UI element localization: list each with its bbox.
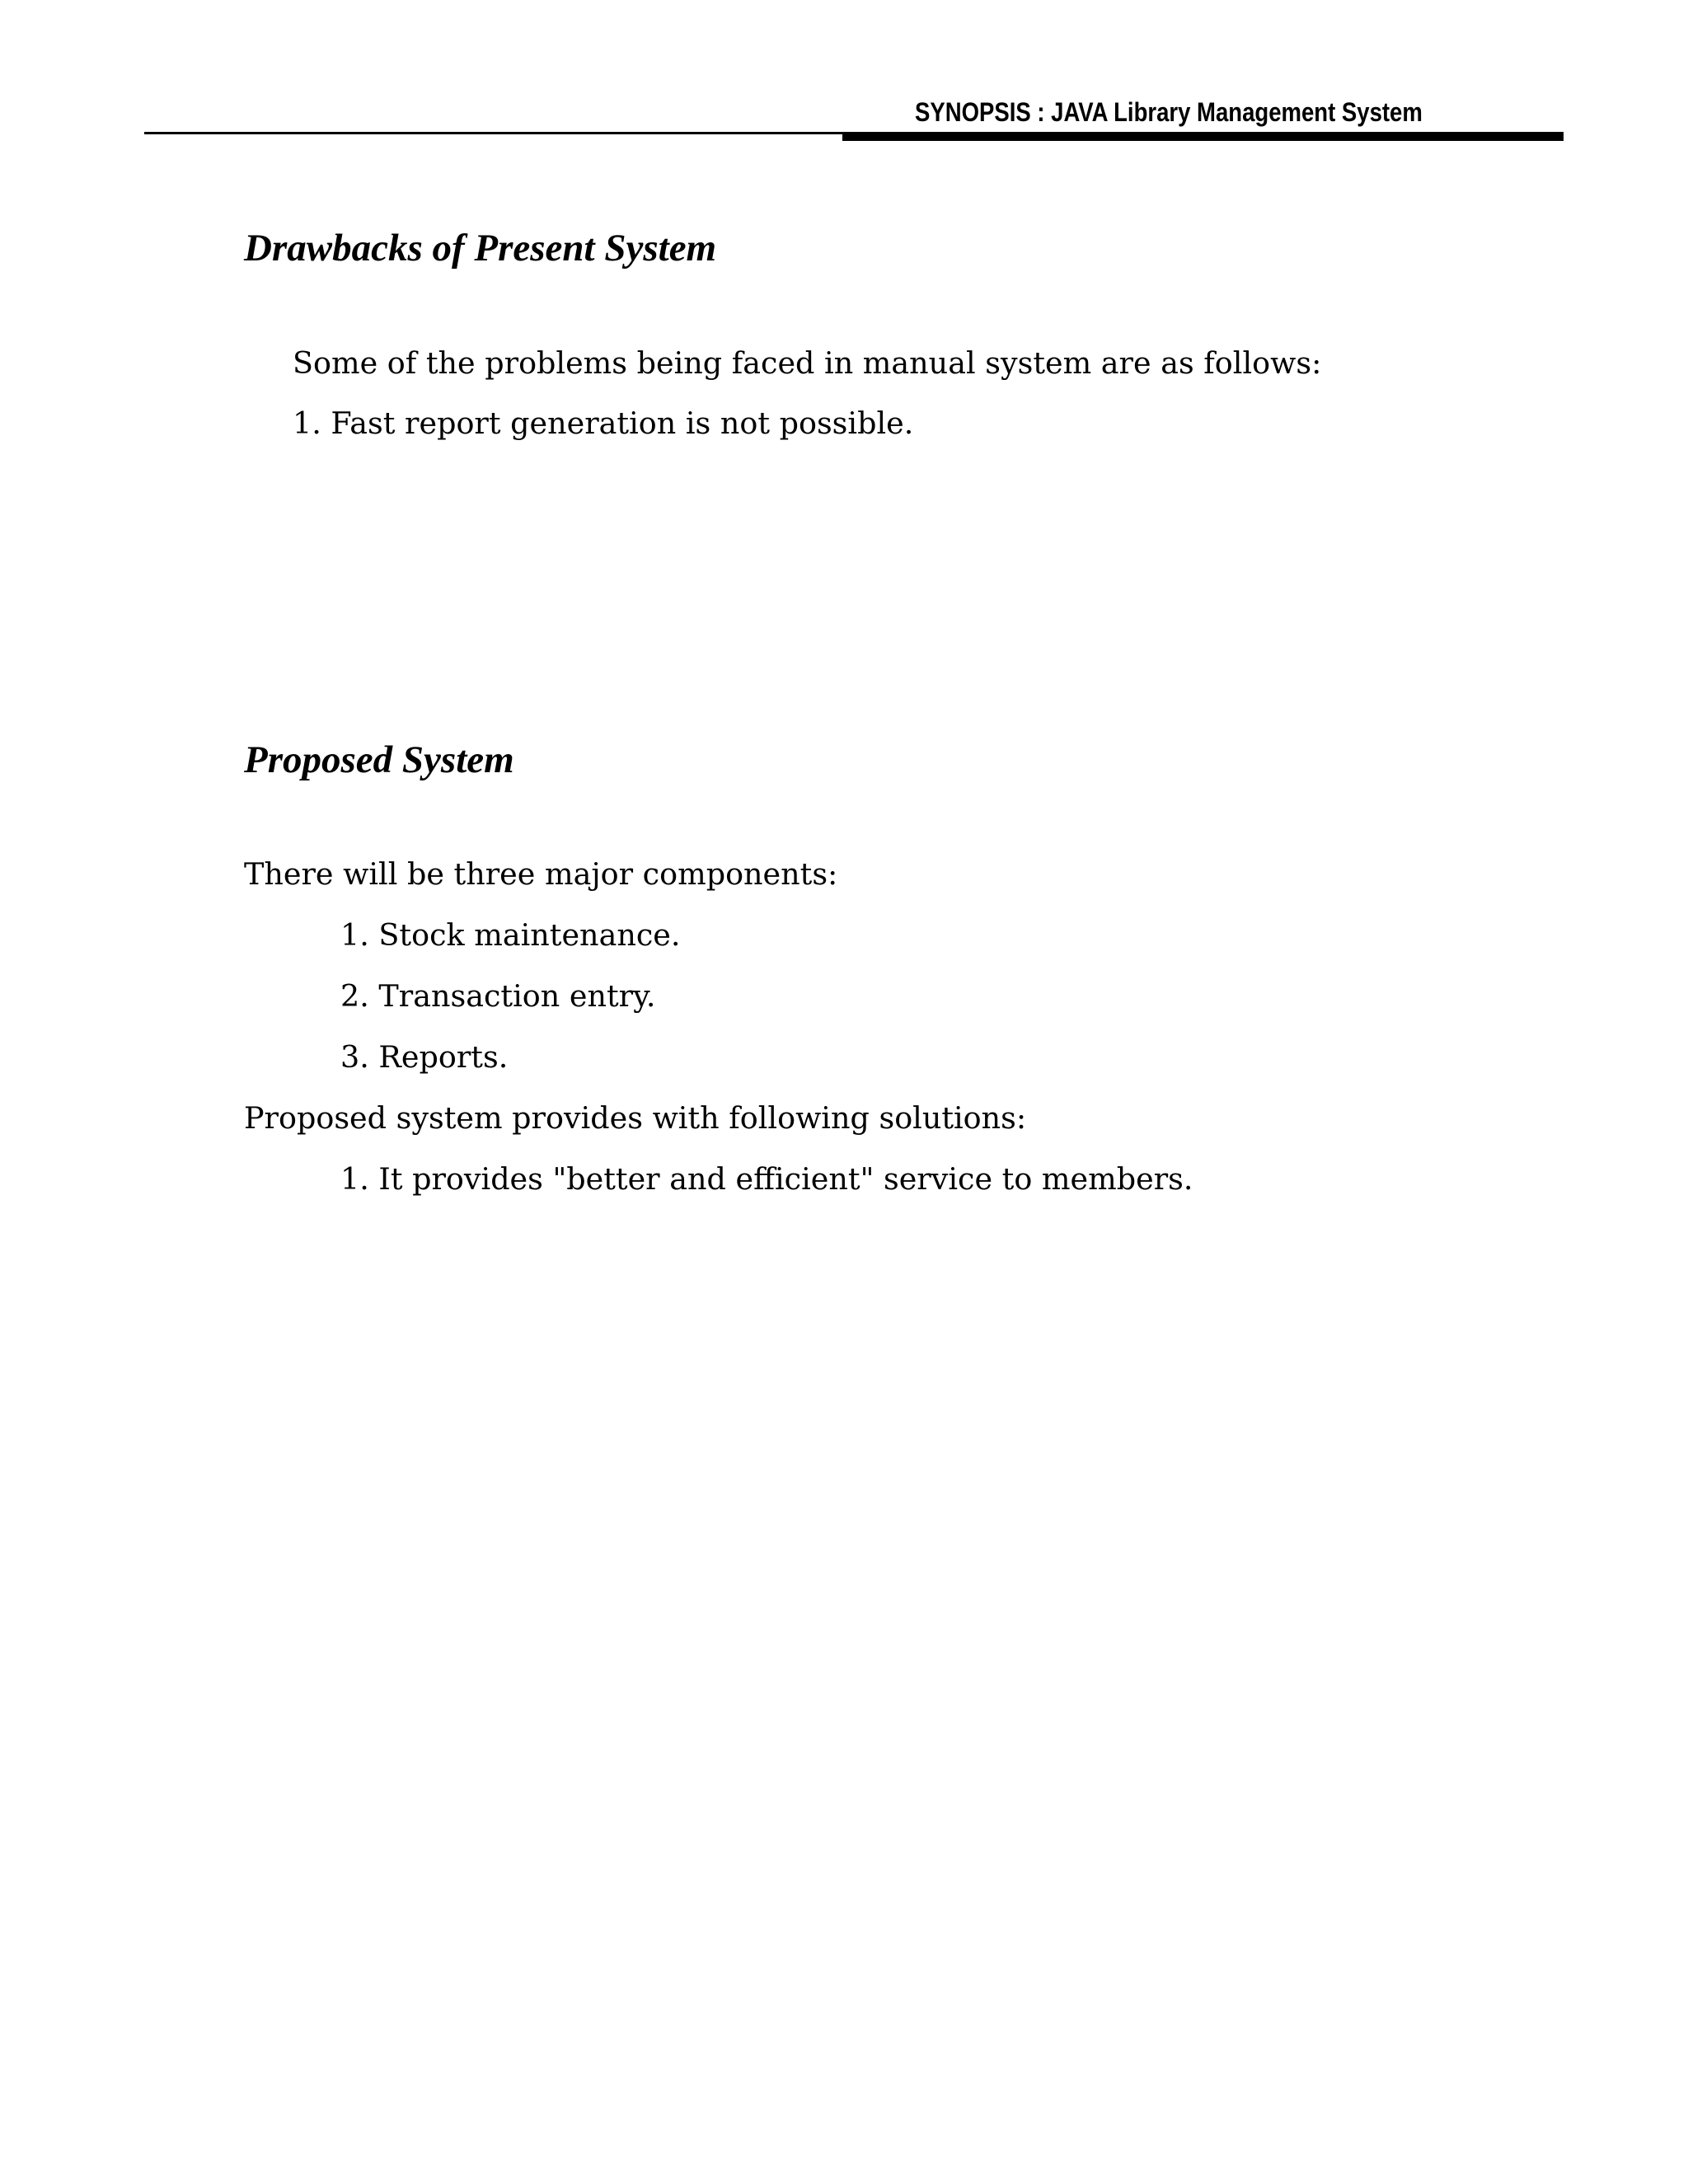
component-item: 1. Stock maintenance. <box>340 917 681 953</box>
drawbacks-intro: Some of the problems being faced in manual system are as follows: <box>293 345 1322 381</box>
proposed-heading: Proposed System <box>244 738 514 781</box>
component-item: 2. Transaction entry. <box>340 978 656 1014</box>
proposed-intro: There will be three major components: <box>244 856 838 892</box>
drawbacks-item: 1. Fast report generation is not possible. <box>293 405 914 441</box>
header-rule-thick <box>842 134 1564 141</box>
solution-item: 1. It provides "better and efficient" service to members. <box>340 1161 1193 1197</box>
header-title: SYNOPSIS : JAVA Library Management System <box>915 97 1423 127</box>
solutions-intro: Proposed system provides with following solutions: <box>244 1100 1027 1136</box>
drawbacks-heading: Drawbacks of Present System <box>244 227 717 269</box>
component-item: 3. Reports. <box>340 1039 509 1075</box>
